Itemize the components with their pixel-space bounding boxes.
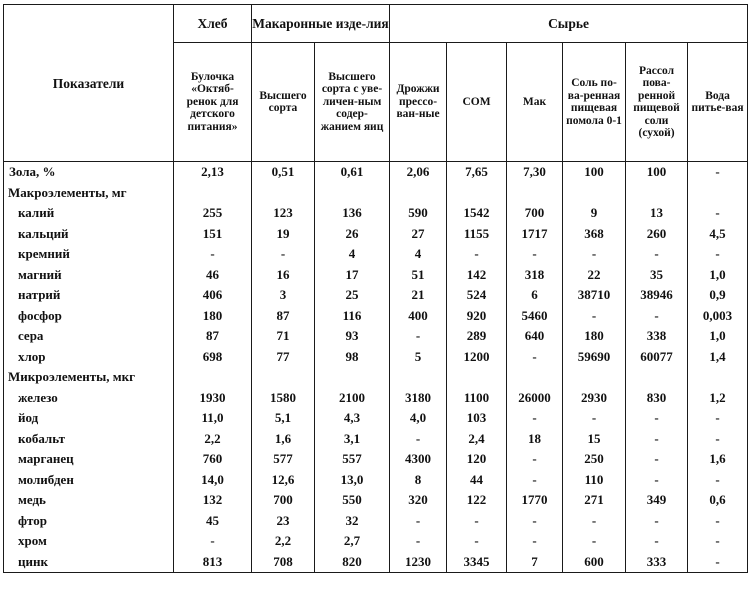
group-pasta-header: Макаронные изде-лия [252,5,390,43]
value-cell: 0,61 [315,162,390,183]
value-cell: - [390,326,447,347]
value-cell: 110 [563,470,626,491]
column-header: Мак [507,43,563,162]
group-bread-header: Хлеб [174,5,252,43]
value-cell [252,183,315,204]
value-cell: 3,1 [315,429,390,450]
value-cell: 17 [315,265,390,286]
value-cell [447,183,507,204]
value-cell: 151 [174,224,252,245]
value-cell: 45 [174,511,252,532]
table-row [4,388,748,409]
value-cell: 5 [390,347,447,368]
table-row [4,306,748,327]
value-cell: 1,6 [252,429,315,450]
value-cell: - [507,470,563,491]
value-cell: 1,6 [688,449,748,470]
value-cell: 180 [563,326,626,347]
value-cell: 100 [563,162,626,183]
value-cell: 1717 [507,224,563,245]
value-cell: 32 [315,511,390,532]
table-row [4,449,748,470]
value-cell: 1100 [447,388,507,409]
value-cell: 400 [390,306,447,327]
value-cell: 14,0 [174,470,252,491]
value-cell: 13,0 [315,470,390,491]
column-header: Вода питье-вая [688,43,748,162]
value-cell: 349 [626,490,688,511]
value-cell: 60077 [626,347,688,368]
column-header: Высшего сорта с уве-личен-ным содер-жанием яиц [315,43,390,162]
value-cell: 1580 [252,388,315,409]
value-cell: 2100 [315,388,390,409]
indicator-header: Показатели [4,5,174,162]
row-label: Зола, % [4,162,174,183]
value-cell: - [688,408,748,429]
value-cell [390,367,447,388]
value-cell: 7,30 [507,162,563,183]
value-cell: 77 [252,347,315,368]
row-label: хром [4,531,174,552]
value-cell: 22 [563,265,626,286]
table-row [4,511,748,532]
value-cell: - [174,244,252,265]
value-cell: - [688,244,748,265]
value-cell: - [447,531,507,552]
value-cell [174,183,252,204]
value-cell: 1930 [174,388,252,409]
value-cell: 21 [390,285,447,306]
value-cell [626,367,688,388]
value-cell: 524 [447,285,507,306]
value-cell: 26000 [507,388,563,409]
row-label: магний [4,265,174,286]
value-cell: 1770 [507,490,563,511]
value-cell: 250 [563,449,626,470]
value-cell: 12,6 [252,470,315,491]
value-cell: 35 [626,265,688,286]
table-row [4,244,748,265]
value-cell: 1155 [447,224,507,245]
value-cell: 318 [507,265,563,286]
value-cell: - [390,511,447,532]
value-cell: 1200 [447,347,507,368]
column-header: Соль по-ва-ренная пищевая помола 0-1 [563,43,626,162]
section-row [4,183,748,204]
value-cell: 59690 [563,347,626,368]
value-cell: 4,3 [315,408,390,429]
value-cell: 6 [507,285,563,306]
value-cell: 4,0 [390,408,447,429]
row-label: цинк [4,552,174,573]
column-header: СОМ [447,43,507,162]
value-cell: 590 [390,203,447,224]
value-cell: 23 [252,511,315,532]
value-cell: 1,4 [688,347,748,368]
row-label: калий [4,203,174,224]
value-cell: - [563,511,626,532]
table-row [4,429,748,450]
value-cell: - [507,347,563,368]
value-cell [174,367,252,388]
value-cell: - [688,511,748,532]
value-cell: 44 [447,470,507,491]
table-header [4,5,748,162]
row-label: фтор [4,511,174,532]
value-cell: 0,9 [688,285,748,306]
table-row [4,531,748,552]
value-cell: 71 [252,326,315,347]
value-cell: 13 [626,203,688,224]
value-cell: - [507,511,563,532]
table-row [4,408,748,429]
value-cell: - [688,162,748,183]
value-cell: - [626,470,688,491]
value-cell: 1542 [447,203,507,224]
value-cell [507,183,563,204]
value-cell: 830 [626,388,688,409]
value-cell: 3180 [390,388,447,409]
value-cell: 51 [390,265,447,286]
value-cell: 26 [315,224,390,245]
row-label: железо [4,388,174,409]
value-cell: 700 [252,490,315,511]
value-cell: 550 [315,490,390,511]
row-label: марганец [4,449,174,470]
value-cell: 3345 [447,552,507,573]
table-row [4,490,748,511]
value-cell: 16 [252,265,315,286]
value-cell: - [626,408,688,429]
value-cell: 2,2 [252,531,315,552]
value-cell: 15 [563,429,626,450]
value-cell: 180 [174,306,252,327]
value-cell: - [626,449,688,470]
value-cell: 557 [315,449,390,470]
value-cell: 2,2 [174,429,252,450]
value-cell: 38946 [626,285,688,306]
value-cell: 7,65 [447,162,507,183]
table-row [4,470,748,491]
value-cell: - [626,531,688,552]
value-cell [252,367,315,388]
value-cell: - [626,511,688,532]
value-cell: 4300 [390,449,447,470]
value-cell: - [390,531,447,552]
value-cell: 142 [447,265,507,286]
value-cell: 0,6 [688,490,748,511]
value-cell: - [688,203,748,224]
value-cell [563,183,626,204]
value-cell: 100 [626,162,688,183]
value-cell: - [563,408,626,429]
value-cell: - [252,244,315,265]
value-cell: 136 [315,203,390,224]
table-row [4,552,748,573]
group-raw-header: Сырье [390,5,748,43]
value-cell [315,183,390,204]
row-label: кальций [4,224,174,245]
table-row [4,347,748,368]
value-cell: 27 [390,224,447,245]
value-cell: 289 [447,326,507,347]
table-body [4,162,748,573]
value-cell: - [626,244,688,265]
row-label: кремний [4,244,174,265]
value-cell: 4 [315,244,390,265]
table-row [4,326,748,347]
value-cell: - [626,429,688,450]
value-cell: - [688,429,748,450]
value-cell: 1,0 [688,326,748,347]
value-cell: - [390,429,447,450]
value-cell: - [507,408,563,429]
value-cell: - [563,306,626,327]
value-cell [315,367,390,388]
row-label: фосфор [4,306,174,327]
value-cell: 132 [174,490,252,511]
column-header: Дрожжи прессо-ван-ные [390,43,447,162]
value-cell: 640 [507,326,563,347]
value-cell: 271 [563,490,626,511]
row-label: хлор [4,347,174,368]
table-row [4,203,748,224]
value-cell: 600 [563,552,626,573]
value-cell [447,367,507,388]
value-cell: - [563,531,626,552]
value-cell: 19 [252,224,315,245]
value-cell: - [626,306,688,327]
row-label: натрий [4,285,174,306]
value-cell: 320 [390,490,447,511]
value-cell: - [688,531,748,552]
value-cell: 0,003 [688,306,748,327]
value-cell [688,367,748,388]
value-cell: 2,4 [447,429,507,450]
value-cell: 2,7 [315,531,390,552]
value-cell: 406 [174,285,252,306]
value-cell: - [507,449,563,470]
value-cell: 38710 [563,285,626,306]
value-cell: 9 [563,203,626,224]
value-cell: 18 [507,429,563,450]
table-row [4,162,748,183]
value-cell: 577 [252,449,315,470]
column-header: Высшего сорта [252,43,315,162]
row-label: медь [4,490,174,511]
value-cell: 813 [174,552,252,573]
value-cell [626,183,688,204]
table-row [4,224,748,245]
value-cell: 4 [390,244,447,265]
row-label: йод [4,408,174,429]
value-cell: 700 [507,203,563,224]
value-cell: 260 [626,224,688,245]
value-cell: 103 [447,408,507,429]
value-cell: 5,1 [252,408,315,429]
value-cell: 1,0 [688,265,748,286]
value-cell: 87 [252,306,315,327]
value-cell: 2,13 [174,162,252,183]
column-header: Булочка «Октяб-ренок для детского питания» [174,43,252,162]
value-cell: 123 [252,203,315,224]
value-cell: 7 [507,552,563,573]
table-row [4,265,748,286]
value-cell: 255 [174,203,252,224]
value-cell: - [507,531,563,552]
value-cell [390,183,447,204]
value-cell: 2,06 [390,162,447,183]
value-cell: - [507,244,563,265]
nutrient-table [3,4,748,573]
value-cell: - [688,552,748,573]
value-cell: 120 [447,449,507,470]
value-cell: 338 [626,326,688,347]
value-cell: 820 [315,552,390,573]
value-cell: - [174,531,252,552]
value-cell [507,367,563,388]
value-cell: 708 [252,552,315,573]
value-cell: 25 [315,285,390,306]
value-cell: 93 [315,326,390,347]
row-label: кобальт [4,429,174,450]
table-row [4,285,748,306]
value-cell: 4,5 [688,224,748,245]
value-cell: 98 [315,347,390,368]
value-cell: 698 [174,347,252,368]
value-cell: - [688,470,748,491]
value-cell: 1,2 [688,388,748,409]
value-cell [563,367,626,388]
value-cell: - [563,244,626,265]
value-cell: 1230 [390,552,447,573]
value-cell: 46 [174,265,252,286]
row-label: молибден [4,470,174,491]
section-label: Микроэлементы, мкг [4,367,174,388]
value-cell [688,183,748,204]
column-header: Рассол пова-ренной пищевой соли (сухой) [626,43,688,162]
value-cell: 5460 [507,306,563,327]
value-cell: 122 [447,490,507,511]
value-cell: - [447,244,507,265]
value-cell: 116 [315,306,390,327]
value-cell: 920 [447,306,507,327]
value-cell: 760 [174,449,252,470]
value-cell: 2930 [563,388,626,409]
value-cell: 8 [390,470,447,491]
value-cell: 0,51 [252,162,315,183]
value-cell: - [447,511,507,532]
section-label: Макроэлементы, мг [4,183,174,204]
value-cell: 11,0 [174,408,252,429]
value-cell: 333 [626,552,688,573]
section-row [4,367,748,388]
value-cell: 368 [563,224,626,245]
value-cell: 3 [252,285,315,306]
value-cell: 87 [174,326,252,347]
row-label: сера [4,326,174,347]
